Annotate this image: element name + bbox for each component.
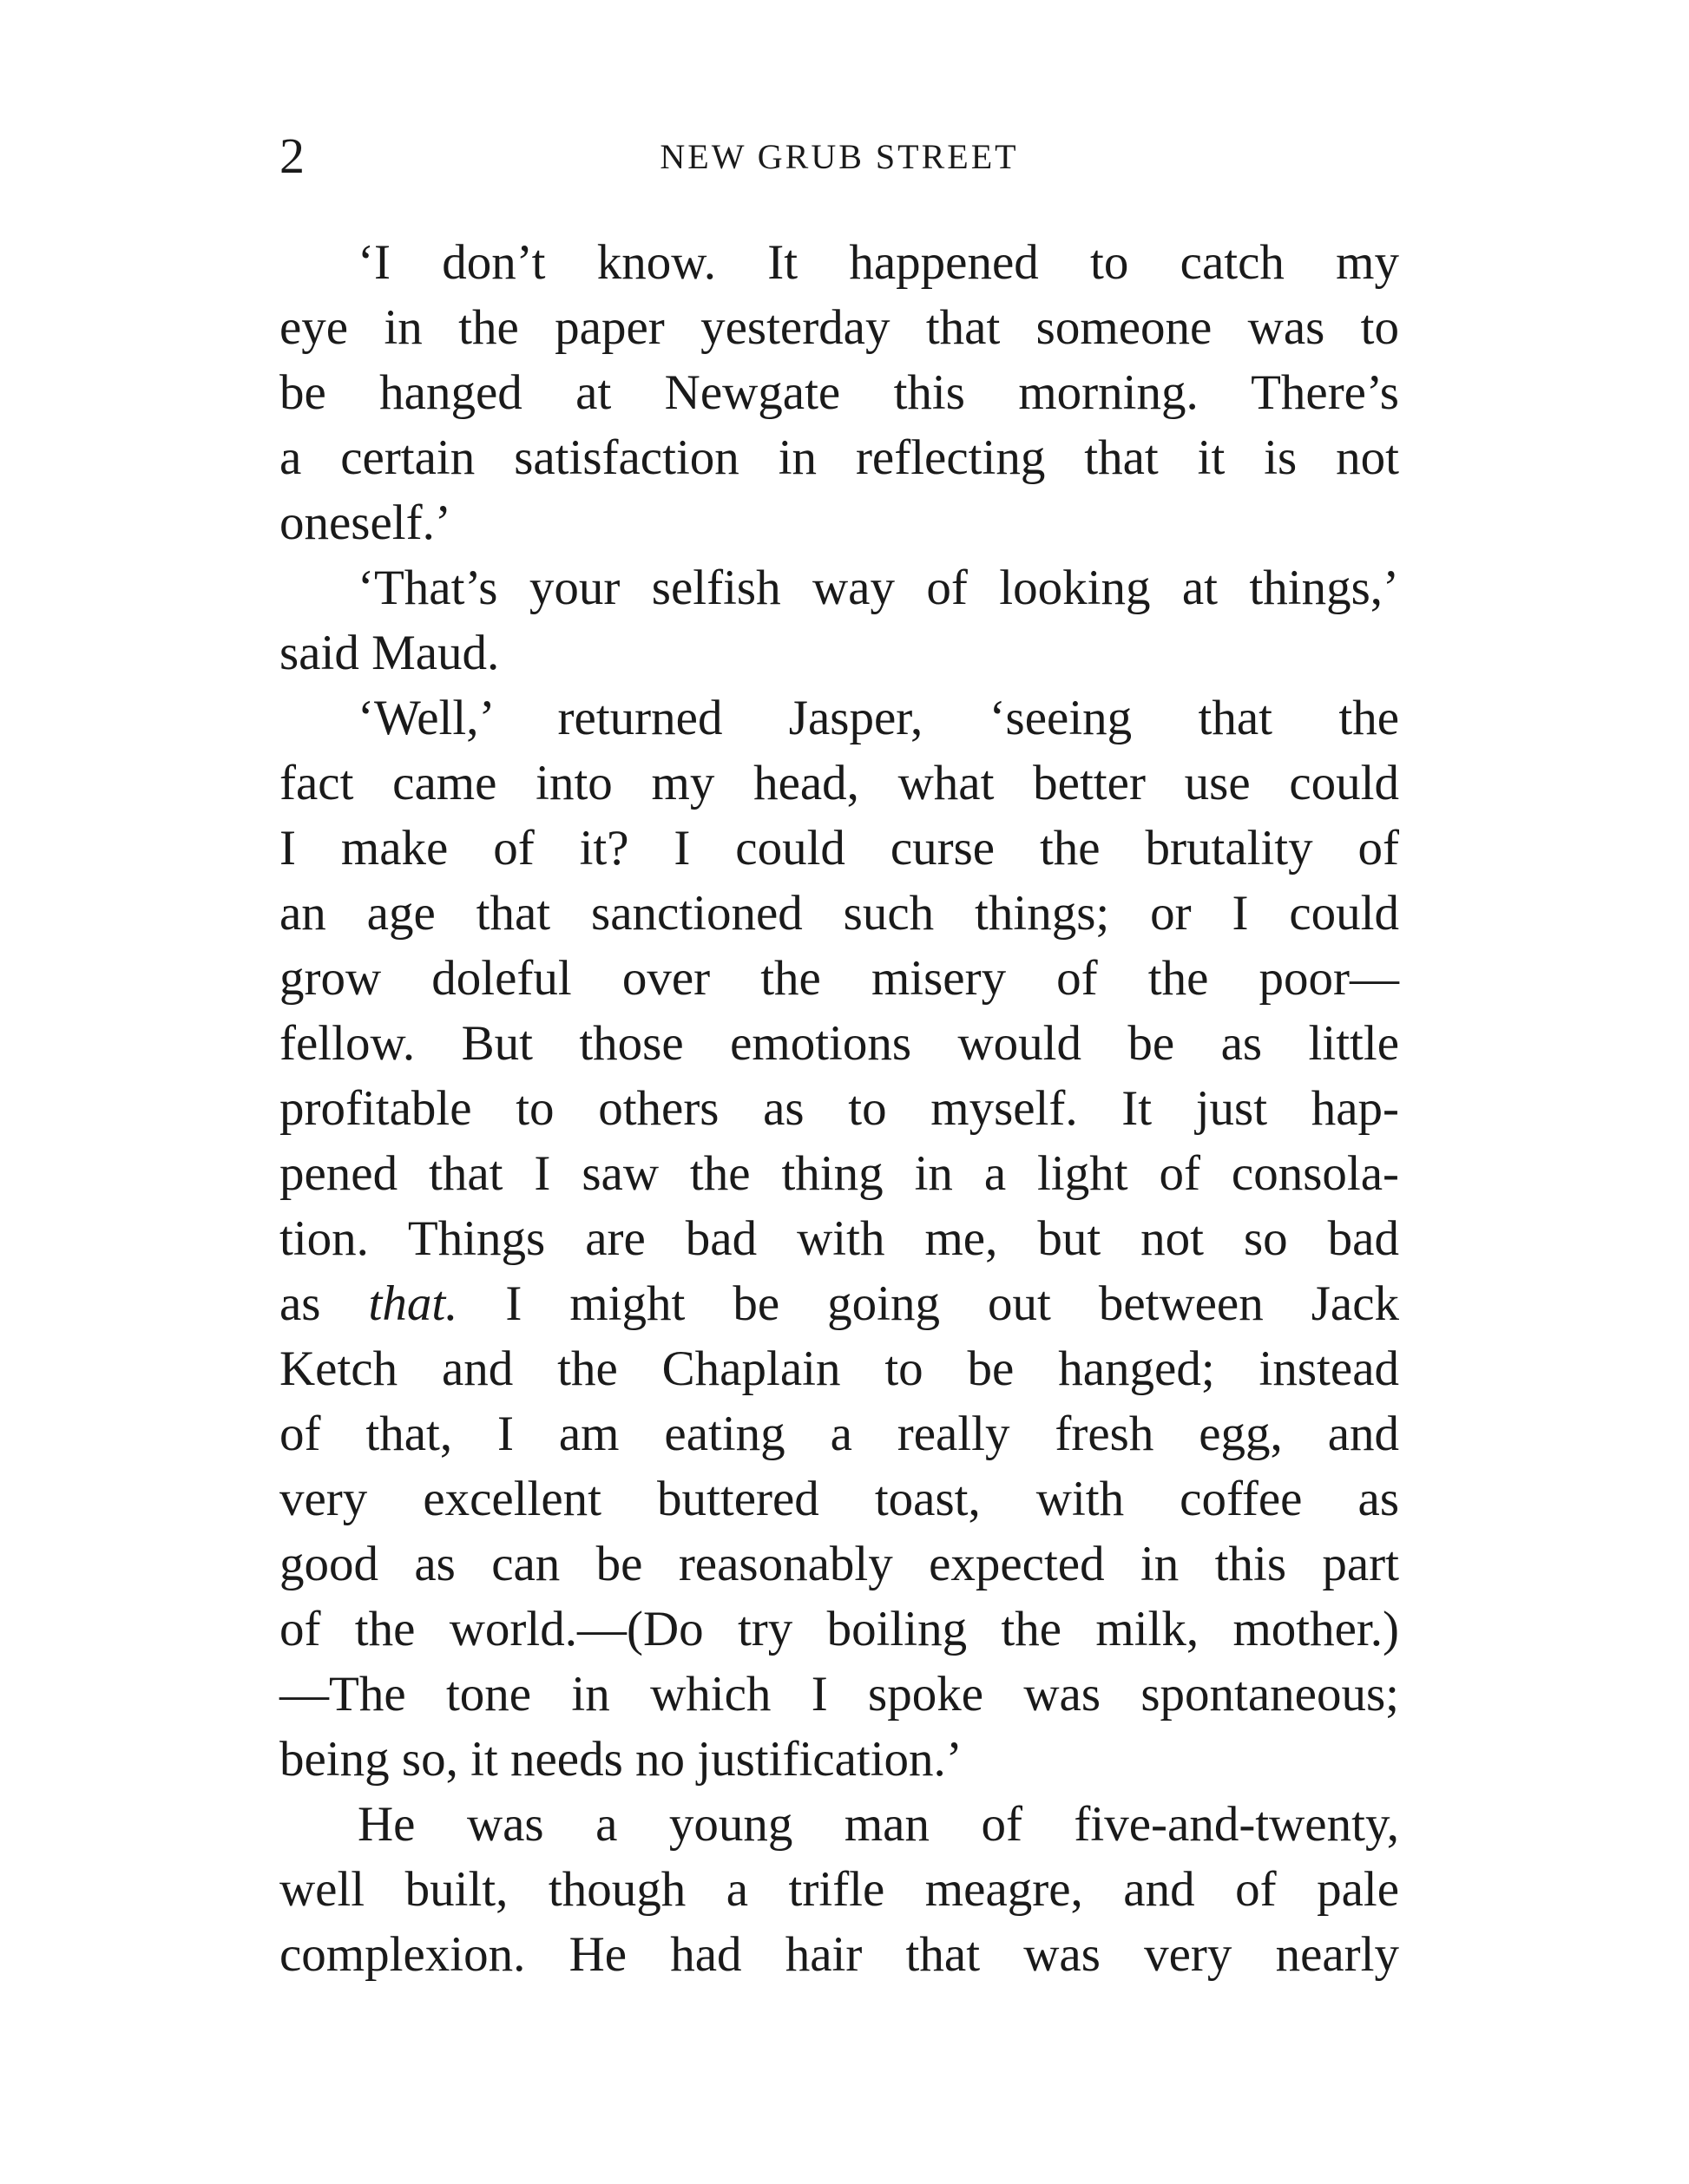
text-line: tion. Things are bad with me, but not so bad	[279, 1211, 1399, 1266]
emphasis-text: that.	[368, 1276, 458, 1331]
text-line	[279, 1271, 1399, 1336]
running-head: NEW GRUB STREET	[660, 137, 1019, 176]
text-line: pened that I saw the thing in a light of consola-	[279, 1146, 1399, 1201]
text-line: Ketch and the Chaplain to be hanged; instead	[279, 1341, 1399, 1396]
text-line: fact came into my head, what better use could	[279, 756, 1399, 810]
text-line: ‘Well,’ returned Jasper, ‘seeing that the	[358, 691, 1399, 745]
text-line: said Maud.	[279, 626, 500, 680]
page-number: 2	[279, 128, 305, 184]
text-line: fellow. But those emotions would be as little	[279, 1016, 1399, 1071]
text-line: I make of it? I could curse the brutality of	[279, 821, 1399, 876]
text-line: an age that sanctioned such things; or I could	[279, 886, 1399, 941]
text-line: ‘That’s your selfish way of looking at things,’	[358, 561, 1399, 615]
text-line: of that, I am eating a really fresh egg, and	[279, 1407, 1399, 1461]
text-line: a certain satisfaction in reflecting that it is not	[279, 430, 1399, 485]
text-line: eye in the paper yesterday that someone was to	[279, 300, 1399, 355]
page-header	[279, 121, 1399, 191]
text-line: profitable to others as to myself. It just hap-	[279, 1081, 1399, 1136]
text-line: oneself.’	[279, 495, 451, 550]
text-run: I might be going out between Jack	[457, 1276, 1399, 1331]
text-line: be hanged at Newgate this morning. There’s	[279, 365, 1399, 420]
text-line: complexion. He had hair that was very nearly	[279, 1927, 1399, 1982]
text-line: good as can be reasonably expected in this part	[279, 1537, 1399, 1591]
text-run: as	[279, 1276, 369, 1331]
text-line: being so, it needs no justification.’	[279, 1732, 963, 1787]
text-line: —The tone in which I spoke was spontaneous;	[279, 1667, 1399, 1722]
text-line: ‘I don’t know. It happened to catch my	[358, 235, 1399, 290]
text-line: very excellent buttered toast, with coffee as	[279, 1472, 1399, 1526]
text-line: He was a young man of five-and-twenty,	[358, 1797, 1399, 1852]
text-line: well built, though a trifle meagre, and of pale	[279, 1862, 1399, 1917]
text-line: grow doleful over the misery of the poor—	[279, 951, 1399, 1006]
text-line: of the world.—(Do try boiling the milk, mother.)	[279, 1602, 1399, 1656]
body-text	[279, 230, 1399, 1987]
